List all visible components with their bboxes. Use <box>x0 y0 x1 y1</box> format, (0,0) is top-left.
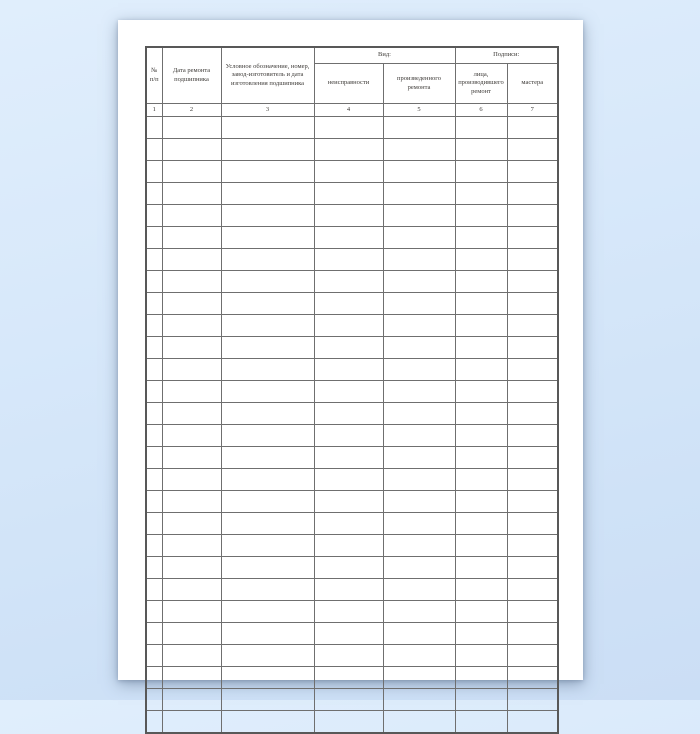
table-cell <box>455 711 507 734</box>
table-cell <box>507 337 558 359</box>
table-cell <box>507 469 558 491</box>
header-cell-repairer-signature: лица, производившего ремонт <box>455 64 507 104</box>
table-row <box>146 337 558 359</box>
table-cell <box>221 469 314 491</box>
table-cell <box>455 623 507 645</box>
table-cell <box>314 447 383 469</box>
table-cell <box>383 183 455 205</box>
table-cell <box>455 579 507 601</box>
table-cell <box>507 183 558 205</box>
table-cell <box>507 161 558 183</box>
table-cell <box>314 315 383 337</box>
header-cell-number: № п/п <box>146 47 162 104</box>
table-cell <box>383 403 455 425</box>
table-cell <box>162 711 221 734</box>
table-cell <box>383 469 455 491</box>
table-row <box>146 645 558 667</box>
header-group-podpisi: Подписи: <box>455 47 558 64</box>
table-body <box>146 117 558 734</box>
table-cell <box>162 447 221 469</box>
table-cell <box>314 491 383 513</box>
table-cell <box>383 161 455 183</box>
table-cell <box>383 381 455 403</box>
table-row <box>146 491 558 513</box>
table-cell <box>146 403 162 425</box>
table-cell <box>146 579 162 601</box>
table-cell <box>314 249 383 271</box>
table-cell <box>146 359 162 381</box>
table-cell <box>455 557 507 579</box>
table-cell <box>507 381 558 403</box>
header-group-row <box>146 47 558 64</box>
table-cell <box>146 183 162 205</box>
table-cell <box>314 711 383 734</box>
table-cell <box>162 359 221 381</box>
table-cell <box>455 535 507 557</box>
table-cell <box>314 667 383 689</box>
table-cell <box>383 667 455 689</box>
table-cell <box>507 359 558 381</box>
table-cell <box>383 271 455 293</box>
table-cell <box>221 227 314 249</box>
table-cell <box>455 139 507 161</box>
table-cell <box>221 491 314 513</box>
table-cell <box>455 359 507 381</box>
table-cell <box>455 667 507 689</box>
table-header <box>146 47 558 117</box>
table-cell <box>162 381 221 403</box>
table-cell <box>221 315 314 337</box>
table-cell <box>221 447 314 469</box>
table-row <box>146 447 558 469</box>
table-cell <box>314 425 383 447</box>
table-row <box>146 469 558 491</box>
column-number: 6 <box>455 104 507 117</box>
table-row <box>146 513 558 535</box>
header-cell-repair-performed: произведенного ремонта <box>383 64 455 104</box>
table-cell <box>507 117 558 139</box>
table-cell <box>146 469 162 491</box>
table-cell <box>507 227 558 249</box>
table-cell <box>146 293 162 315</box>
table-cell <box>221 337 314 359</box>
table-cell <box>162 535 221 557</box>
table-cell <box>146 315 162 337</box>
table-cell <box>146 271 162 293</box>
table-cell <box>162 271 221 293</box>
table-cell <box>383 315 455 337</box>
table-cell <box>221 249 314 271</box>
table-cell <box>146 491 162 513</box>
table-cell <box>455 161 507 183</box>
table-cell <box>162 513 221 535</box>
table-cell <box>383 623 455 645</box>
table-row <box>146 601 558 623</box>
table-cell <box>221 381 314 403</box>
table-cell <box>383 579 455 601</box>
table-cell <box>455 403 507 425</box>
table-cell <box>314 183 383 205</box>
table-cell <box>146 139 162 161</box>
table-cell <box>507 601 558 623</box>
table-cell <box>146 381 162 403</box>
table-cell <box>146 117 162 139</box>
table-cell <box>314 227 383 249</box>
table-cell <box>507 491 558 513</box>
table-cell <box>314 579 383 601</box>
column-number: 2 <box>162 104 221 117</box>
table-cell <box>314 513 383 535</box>
table-cell <box>383 249 455 271</box>
table-cell <box>507 425 558 447</box>
table-cell <box>507 249 558 271</box>
table-cell <box>507 623 558 645</box>
table-cell <box>507 447 558 469</box>
table-cell <box>507 205 558 227</box>
table-cell <box>507 513 558 535</box>
table-cell <box>507 579 558 601</box>
table-cell <box>383 293 455 315</box>
table-cell <box>162 623 221 645</box>
table-cell <box>383 491 455 513</box>
header-cell-repair-date: Дата ремонта подшипника <box>162 47 221 104</box>
table-row <box>146 711 558 734</box>
table-row <box>146 623 558 645</box>
table-row <box>146 359 558 381</box>
table-cell <box>455 645 507 667</box>
table-cell <box>162 667 221 689</box>
header-cell-fault: неисправности <box>314 64 383 104</box>
table-cell <box>162 117 221 139</box>
table-row <box>146 403 558 425</box>
table-cell <box>314 623 383 645</box>
table-cell <box>455 183 507 205</box>
table-cell <box>383 425 455 447</box>
table-row <box>146 227 558 249</box>
table-cell <box>221 535 314 557</box>
table-cell <box>162 491 221 513</box>
table-cell <box>507 315 558 337</box>
table-cell <box>383 535 455 557</box>
table-cell <box>162 601 221 623</box>
table-cell <box>507 271 558 293</box>
table-cell <box>221 117 314 139</box>
table-cell <box>507 293 558 315</box>
table-row <box>146 249 558 271</box>
table-cell <box>146 161 162 183</box>
column-number: 3 <box>221 104 314 117</box>
table-cell <box>455 425 507 447</box>
table-cell <box>314 557 383 579</box>
table-cell <box>146 337 162 359</box>
header-group-vid: Вид: <box>314 47 455 64</box>
table-cell <box>455 117 507 139</box>
header-cell-master-signature: мастера <box>507 64 558 104</box>
table-cell <box>383 359 455 381</box>
table-row <box>146 271 558 293</box>
table-cell <box>162 469 221 491</box>
table-cell <box>383 645 455 667</box>
table-cell <box>146 447 162 469</box>
table-cell <box>146 535 162 557</box>
table-cell <box>314 337 383 359</box>
table-cell <box>221 271 314 293</box>
table-cell <box>146 711 162 734</box>
table-cell <box>221 601 314 623</box>
column-number-row <box>146 104 558 117</box>
table-cell <box>507 711 558 734</box>
table-cell <box>383 227 455 249</box>
table-row <box>146 161 558 183</box>
table-cell <box>146 425 162 447</box>
table-cell <box>314 645 383 667</box>
table-cell <box>383 337 455 359</box>
table-cell <box>455 205 507 227</box>
table-cell <box>455 381 507 403</box>
table-cell <box>507 535 558 557</box>
table-row <box>146 183 558 205</box>
table-cell <box>455 491 507 513</box>
table-cell <box>221 425 314 447</box>
table-cell <box>146 557 162 579</box>
table-cell <box>146 601 162 623</box>
table-cell <box>383 711 455 734</box>
table-cell <box>383 557 455 579</box>
column-number: 1 <box>146 104 162 117</box>
table-cell <box>221 557 314 579</box>
table-row <box>146 667 558 689</box>
table-cell <box>314 117 383 139</box>
table-cell <box>455 293 507 315</box>
table-cell <box>455 469 507 491</box>
table-cell <box>455 601 507 623</box>
table-cell <box>507 667 558 689</box>
table-cell <box>162 139 221 161</box>
table-cell <box>314 161 383 183</box>
table-cell <box>383 205 455 227</box>
repair-journal-table <box>145 46 559 734</box>
table-row <box>146 425 558 447</box>
table-row <box>146 117 558 139</box>
table-cell <box>146 227 162 249</box>
table-cell <box>314 205 383 227</box>
table-cell <box>314 469 383 491</box>
table-cell <box>221 645 314 667</box>
table-cell <box>455 271 507 293</box>
table-cell <box>162 315 221 337</box>
table-cell <box>455 513 507 535</box>
table-cell <box>314 381 383 403</box>
table-cell <box>455 227 507 249</box>
table-cell <box>314 271 383 293</box>
table-cell <box>162 403 221 425</box>
table-cell <box>221 293 314 315</box>
table-row <box>146 205 558 227</box>
table-cell <box>146 623 162 645</box>
table-cell <box>221 205 314 227</box>
table-row <box>146 381 558 403</box>
table-cell <box>162 645 221 667</box>
table-cell <box>221 139 314 161</box>
table-row <box>146 579 558 601</box>
table-cell <box>314 293 383 315</box>
table-cell <box>221 513 314 535</box>
table-row <box>146 315 558 337</box>
table-cell <box>146 249 162 271</box>
table-cell <box>314 139 383 161</box>
table-cell <box>314 359 383 381</box>
table-cell <box>507 645 558 667</box>
paper-sheet <box>118 20 583 680</box>
table-cell <box>383 117 455 139</box>
table-row <box>146 535 558 557</box>
table-row <box>146 293 558 315</box>
table-cell <box>314 601 383 623</box>
table-cell <box>507 139 558 161</box>
table-cell <box>314 535 383 557</box>
table-cell <box>162 337 221 359</box>
table-cell <box>146 513 162 535</box>
table-cell <box>146 205 162 227</box>
table-cell <box>162 205 221 227</box>
table-cell <box>383 601 455 623</box>
table-cell <box>162 425 221 447</box>
table-cell <box>383 139 455 161</box>
table-row <box>146 557 558 579</box>
table-cell <box>221 711 314 734</box>
table-cell <box>221 667 314 689</box>
table-cell <box>221 579 314 601</box>
table-cell <box>162 557 221 579</box>
table-cell <box>162 249 221 271</box>
table-cell <box>314 403 383 425</box>
table-cell <box>221 161 314 183</box>
table-cell <box>162 227 221 249</box>
column-number: 4 <box>314 104 383 117</box>
table-cell <box>383 513 455 535</box>
header-cell-designation: Условное обозначение, номер, завод-изготовитель и дата изготовления подшипника <box>221 47 314 104</box>
table-cell <box>146 645 162 667</box>
table-cell <box>455 315 507 337</box>
table-cell <box>507 403 558 425</box>
table-cell <box>162 579 221 601</box>
table-cell <box>383 447 455 469</box>
table-cell <box>455 337 507 359</box>
table-cell <box>455 447 507 469</box>
table-cell <box>221 623 314 645</box>
table-cell <box>162 183 221 205</box>
table-row <box>146 139 558 161</box>
table-cell <box>507 557 558 579</box>
table-cell <box>146 667 162 689</box>
column-number: 7 <box>507 104 558 117</box>
table-cell <box>221 403 314 425</box>
table-cell <box>162 293 221 315</box>
table-cell <box>221 183 314 205</box>
column-number: 5 <box>383 104 455 117</box>
table-cell <box>162 161 221 183</box>
table-cell <box>221 359 314 381</box>
table-cell <box>455 249 507 271</box>
